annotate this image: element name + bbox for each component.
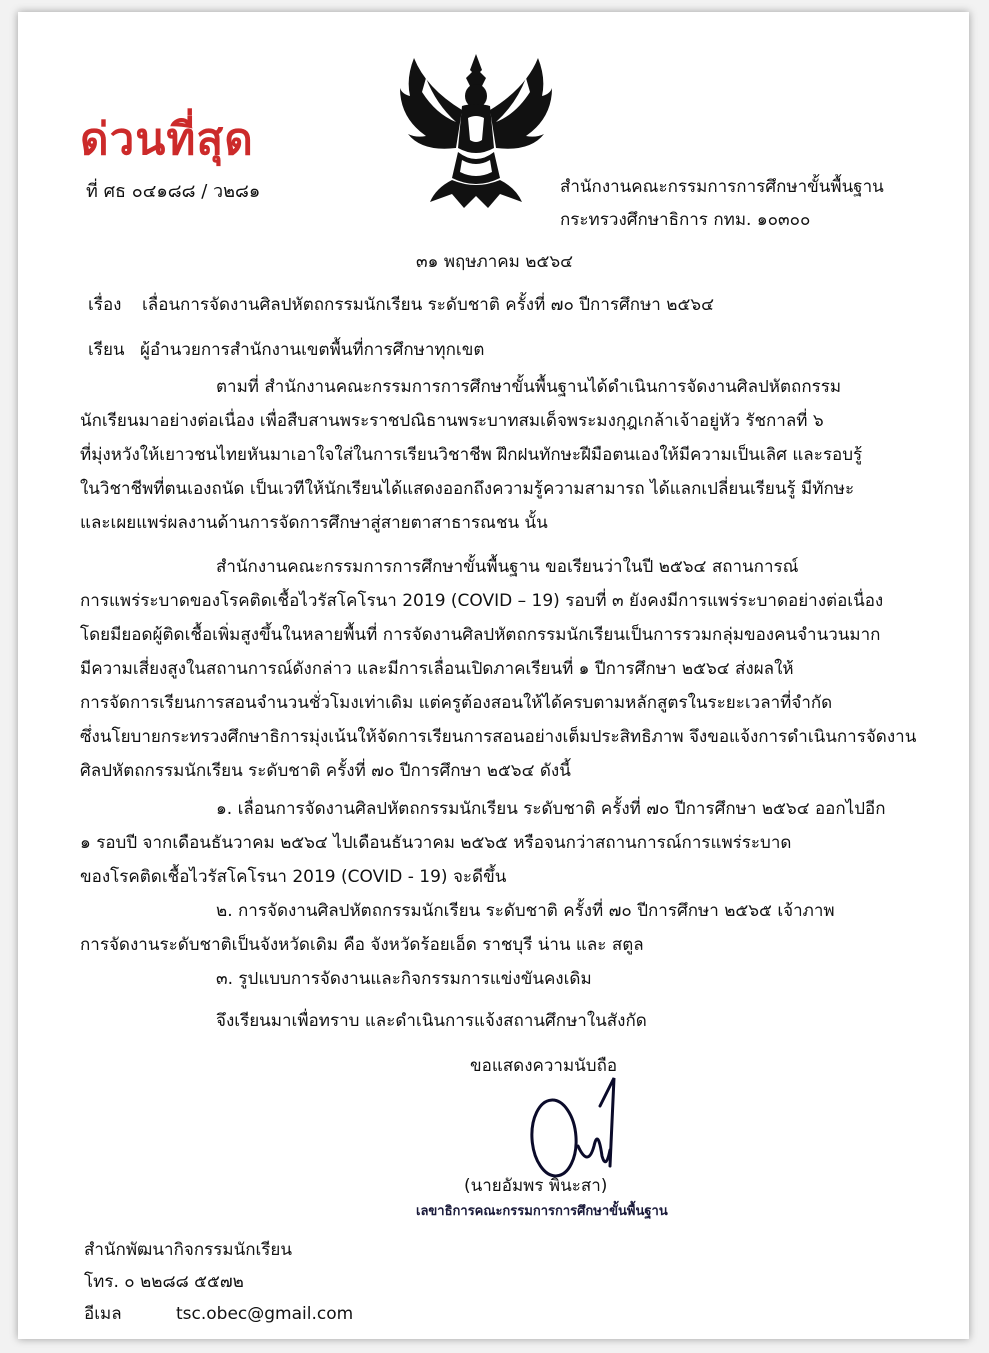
paragraph-line: และเผยแพร่ผลงานด้านการจัดการศึกษาสู่สายตาสาธารณชน นั้น: [80, 513, 548, 533]
office-address: กระทรวงศึกษาธิการ กทม. ๑๐๓๐๐: [560, 210, 811, 230]
closing-sentence: จึงเรียนมาเพื่อทราบ และดำเนินการแจ้งสถานศึกษาในสังกัด: [216, 1011, 647, 1031]
paragraph-line: ศิลปหัตถกรรมนักเรียน ระดับชาติ ครั้งที่ ๗๐ ปีการศึกษา ๒๕๖๔ ดังนี้: [80, 761, 571, 781]
paragraph-line: ตามที่ สำนักงานคณะกรรมการการศึกษาขั้นพื้นฐานได้ดำเนินการจัดงานศิลปหัตถกรรม: [216, 377, 842, 397]
paragraph-line: ในวิชาชีพที่ตนเองถนัด เป็นเวทีให้นักเรียนได้แสดงออกถึงความรู้ความสามารถ ได้แลกเปลี่ยนเรียนรู้ มีทักษะ: [80, 479, 855, 499]
footer-phone: โทร. ๐ ๒๒๘๘ ๕๕๗๒: [84, 1272, 244, 1292]
recipient-text: ผู้อำนวยการสำนักงานเขตพื้นที่การศึกษาทุกเขต: [140, 340, 485, 360]
paragraph-line: ซึ่งนโยบายกระทรวงศึกษาธิการมุ่งเน้นให้จัดการเรียนการสอนอย่างเต็มประสิทธิภาพ จึงขอแจ้งการดำเนินการจัดงาน: [80, 727, 917, 747]
regards: ขอแสดงความนับถือ: [470, 1056, 618, 1076]
footer-email: tsc.obec@gmail.com: [176, 1304, 354, 1324]
signatory-position: เลขาธิการคณะกรรมการการศึกษาขั้นพื้นฐาน: [416, 1204, 668, 1219]
letter-date: ๓๑ พฤษภาคม ๒๕๖๔: [416, 252, 573, 272]
garuda-emblem-icon: [396, 48, 556, 210]
reference-number: ที่ ศธ ๐๔๑๘๘ / ว๒๘๑: [86, 181, 261, 202]
footer-unit: สำนักพัฒนากิจกรรมนักเรียน: [84, 1240, 293, 1260]
list-item-3: ๓. รูปแบบการจัดงานและกิจกรรมการแข่งขันคงเดิม: [216, 969, 592, 989]
paragraph-line: นักเรียนมาอย่างต่อเนื่อง เพื่อสืบสานพระราชปณิธานพระบาทสมเด็จพระมงกุฎเกล้าเจ้าอยู่หัว รัชกาลที่ ๖: [80, 411, 824, 431]
paragraph-line: การจัดการเรียนการสอนจำนวนชั่วโมงเท่าเดิม แต่ครูต้องสอนให้ได้ครบตามหลักสูตรในระยะเวลาที่จำกัด: [80, 693, 833, 713]
recipient-label: เรียน: [88, 340, 125, 360]
list-item-line: ๑ รอบปี จากเดือนธันวาคม ๒๕๖๔ ไปเดือนธันวาคม ๒๕๖๕ หรือจนกว่าสถานการณ์การแพร่ระบาด: [80, 833, 792, 853]
paragraph-line: โดยมียอดผู้ติดเชื้อเพิ่มสูงขึ้นในหลายพื้นที่ การจัดงานศิลปหัตถกรรมนักเรียนเป็นการรวมกลุ่มของคนจำนวนมาก: [80, 625, 881, 645]
paragraph-line: ที่มุ่งหวังให้เยาวชนไทยหันมาเอาใจใส่ในการเรียนวิชาชีพ ฝึกฝนทักษะฝีมือตนเองให้มีความเป็นเลิศ และรอบรู้: [80, 445, 863, 465]
paragraph-line: มีความเสี่ยงสูงในสถานการณ์ดังกล่าว และมีการเลื่อนเปิดภาคเรียนที่ ๑ ปีการศึกษา ๒๕๖๔ ส่งผลให้: [80, 659, 794, 679]
footer-email-label: อีเมล: [84, 1304, 122, 1324]
list-item-line: ๒. การจัดงานศิลปหัตถกรรมนักเรียน ระดับชาติ ครั้งที่ ๗๐ ปีการศึกษา ๒๕๖๕ เจ้าภาพ: [216, 901, 835, 921]
paragraph-line: การแพร่ระบาดของโรคติดเชื้อไวรัสโคโรนา 2019 (COVID – 19) รอบที่ ๓ ยังคงมีการแพร่ระบาดอย่างต่อเนื่อง: [80, 591, 884, 611]
document-page: [18, 12, 969, 1339]
urgent-stamp: ด่วนที่สุด: [80, 114, 254, 165]
subject-text: เลื่อนการจัดงานศิลปหัตถกรรมนักเรียน ระดับชาติ ครั้งที่ ๗๐ ปีการศึกษา ๒๕๖๔: [142, 295, 714, 315]
paragraph-line: สำนักงานคณะกรรมการการศึกษาขั้นพื้นฐาน ขอเรียนว่าในปี ๒๕๖๔ สถานการณ์: [216, 557, 799, 577]
list-item-line: ของโรคติดเชื้อไวรัสโคโรนา 2019 (COVID - 19) จะดีขึ้น: [80, 867, 507, 887]
list-item-line: การจัดงานระดับชาติเป็นจังหวัดเดิม คือ จังหวัดร้อยเอ็ด ราชบุรี น่าน และ สตูล: [80, 935, 644, 955]
office-name: สำนักงานคณะกรรมการการศึกษาขั้นพื้นฐาน: [560, 177, 884, 197]
list-item-line: ๑. เลื่อนการจัดงานศิลปหัตถกรรมนักเรียน ระดับชาติ ครั้งที่ ๗๐ ปีการศึกษา ๒๕๖๔ ออกไปอีก: [216, 799, 886, 819]
signatory-name: (นายอัมพร พินะสา): [464, 1176, 608, 1196]
subject-label: เรื่อง: [88, 295, 122, 315]
